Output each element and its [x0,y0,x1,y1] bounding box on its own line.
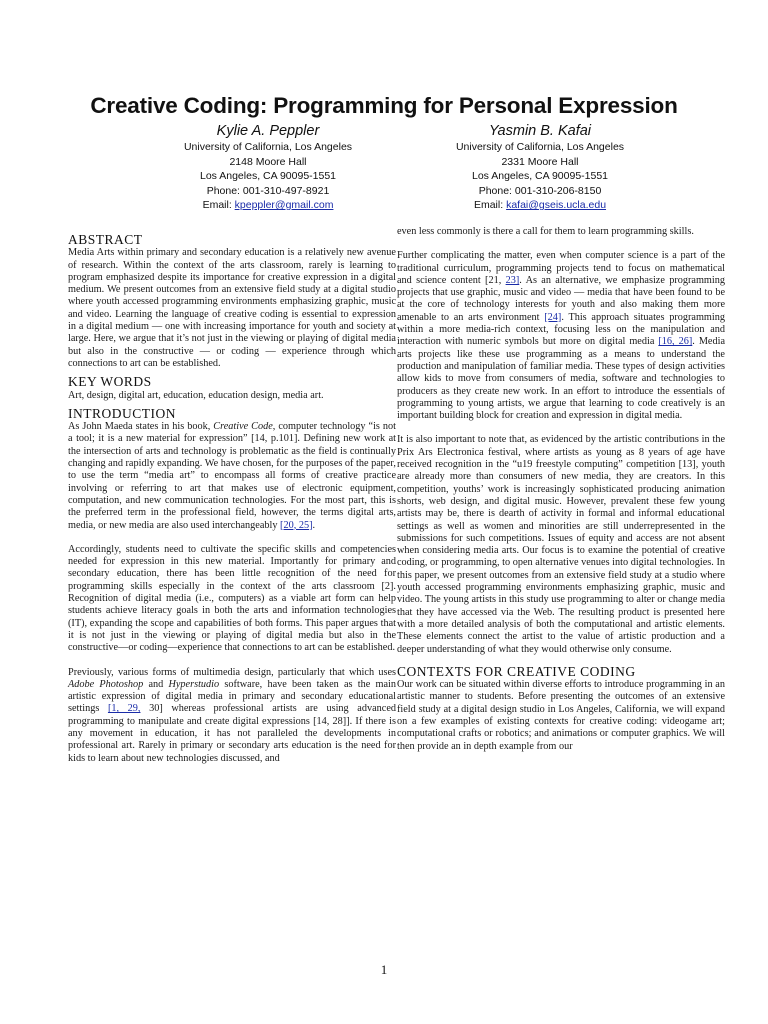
email-label: Email: [473,199,507,211]
software-name: Adobe Photoshop [68,678,144,690]
citation-link[interactable]: [1, 29, [107,703,141,715]
email-link[interactable]: kafai@gseis.ucla.edu [506,199,607,211]
text-run: Previously, various forms of multimedia design, particularly that which uses [68,666,396,678]
intro-paragraph-1 [68,421,396,532]
right-column [397,226,725,753]
author-affiliation: University of California, Los Angeles [455,141,625,153]
text-run: . As an alternative, we emphasize programming projects that use graphic, music and video — media that have been found to be at the core of technology interests for youth and also making them more amenable to an arts environment [397,274,725,323]
text-run: Further complicating the matter, even when computer science is a part of the traditional curriculum, programming projects tend to focus on mathematical and science content [21, [397,250,725,286]
author-email-line [118,198,418,213]
text-run: . Media arts projects like these use programming as a means to understand the production and manipulation of familiar media. These types of design activities allow kids to move from consumers of media, software and technologies to producers as they create new work. In an effort to introduce the essentials of programming to young artists, we argue that learning to code creatively is an important building block for creation and expression in digital media. [397,336,726,422]
text-run: . [312,519,316,531]
email-label: Email: [202,199,235,211]
author-address-line: 2331 Moore Hall [501,155,579,168]
paper-title: Creative Coding: Programming for Personal Expression [90,93,678,118]
author-email-line [390,198,690,213]
intro-paragraph-2: Accordingly, students need to cultivate the specific skills and competencies needed for expression in this new material. Importantly for primary and secondary education, there has been little recognition of the need for programming skills especially in the context of the arts classroom [2]. Recognition of digital media (i.e., computers) as a viable art form can help students achieve literacy goals in both the arts and information technologies (IT), expanding the scope and capabilities of both forms. This paper argues that it is not just in the viewing or playing of digital media but also in the constructive—or coding—experience that connections to art can be established. [68,543,396,654]
left-column [68,226,396,765]
introduction-heading: INTRODUCTION [68,405,176,421]
text-run: . This approach situates programming within a more media-rich context, focusing less on the manipulation and interaction with numeric symbols but more on digital media [397,311,726,348]
keywords-heading: KEY WORDS [68,374,152,390]
text-run: and [143,678,169,690]
text-run: , computer technology “is not a tool; it is a new material for expression” [14, p.101]. Defining new work at the intersection of arts and technology is problematic as the field is continually changing and rapidly expanding. We have chosen, for the purposes of the paper, to use the term “media art” to encompass all forms of creative practice involving or referring to art that makes use of electronic equipment, computation, and new communication technologies. For the most part, this is the preferred term in the professional field, however, the terms digital arts, media, or new media are also used interchangeably [68,421,396,531]
citation-link[interactable]: [24] [544,311,562,323]
author-block-peppler [118,123,418,213]
author-name: Kylie A. Peppler [216,123,320,139]
intro-paragraph-4 [397,250,725,422]
book-title: Creative Code [213,421,273,433]
intro-paragraph-3 [68,667,396,765]
page-number: 1 [380,962,388,977]
contexts-text: Our work can be situated within diverse efforts to introduce programming in an artistic manner to students. Before presenting the outcomes of an extensive field study at a digital design studio in Los Angeles, California, we will expand on a few examples of existing contexts for creative coding: videogame art; computational crafts or robotics; and animations or computer graphics. We will then provide an in depth example from our [397,679,725,752]
intro-paragraph-3-continued: even less commonly is there a call for them to learn programming skills. [397,226,694,237]
keywords-text: Art, design, digital art, education, education design, media art. [68,389,324,401]
author-phone: Phone: 001-310-206-8150 [478,184,602,197]
text-run: 30] whereas professional artists are using advanced programming to manipulate and create digital expressions [14, 28]]. If there is any movement in education, it has not paralleled the developments in professional art. Rarely in primary or secondary arts education is the need for kids to learn about new technologies discussed, and [68,703,396,764]
email-link[interactable]: kpeppler@gmail.com [234,199,334,211]
citation-link[interactable]: 23] [505,274,520,286]
author-address-city: Los Angeles, CA 90095-1551 [199,170,337,182]
contexts-heading: CONTEXTS FOR CREATIVE CODING [397,663,636,679]
text-run: As John Maeda states in his book, [68,421,214,433]
software-name: Hyperstudio [168,678,220,690]
citation-link[interactable]: [20, 25] [280,519,313,531]
author-block-kafai [390,123,690,213]
abstract-heading: ABSTRACT [68,232,143,247]
intro-paragraph-5: It is also important to note that, as evidenced by the artistic contributions in the Prix Ars Electronica festival, where artists as young as 8 years of age have received recognition in the “u19 freestyle computing” competition [13], youth are already more than consumers of new media, they are creators. In this competition, youths’ work is increasingly sophisticated producing animation shorts, web design, and digital music. However, prevalent these few young artists may be, there is dearth of activity in formal and informal educational settings as well as women and minorities are still underrepresented in the submissions for such competitions. Issues of equity and access are not absent when considering media arts. Our focus is to examine the potential of creative coding, or programming, to open alternative venues into digital technologies. In this paper, we present outcomes from an extensive field study at a studio where youth accessed programming environments emphasizing graphic, music and video. The young artists in this study use programming to alter or change media that they have accessed via the Web. The resulting product is presented here with a more detailed analysis of both the computational and artistic elements. These elements connect the artist to the value of artistic production and a deeper understanding of what they would otherwise only consume. [397,434,725,655]
author-name: Yasmin B. Kafai [488,123,592,139]
author-address-line: 2148 Moore Hall [229,155,307,168]
abstract-text: Media Arts within primary and secondary education is a relatively new avenue of research. Within the context of the arts classroom, rarely is learning to program emphasized despite its importance for creative expression in a digital medium. We present outcomes from an extensive field study at a digital studio where youth accessed programming environments emphasizing graphic, music and video. Learning the language of creative coding is essential to expression in a digital medium — one with increasing importance for youth and society at large. Here, we argue that it’s not just in the viewing or playing of digital media but also in the constructive — or coding — experience through which connections to art can be established. [68,247,396,369]
author-address-city: Los Angeles, CA 90095-1551 [471,170,609,182]
citation-link[interactable]: [16, 26] [658,336,693,348]
text-run: software, have been taken as the main artistic expression of digital media in primary and secondary educational settings [68,678,396,715]
author-phone: Phone: 001-310-497-8921 [206,184,330,197]
author-affiliation: University of California, Los Angeles [183,141,353,153]
